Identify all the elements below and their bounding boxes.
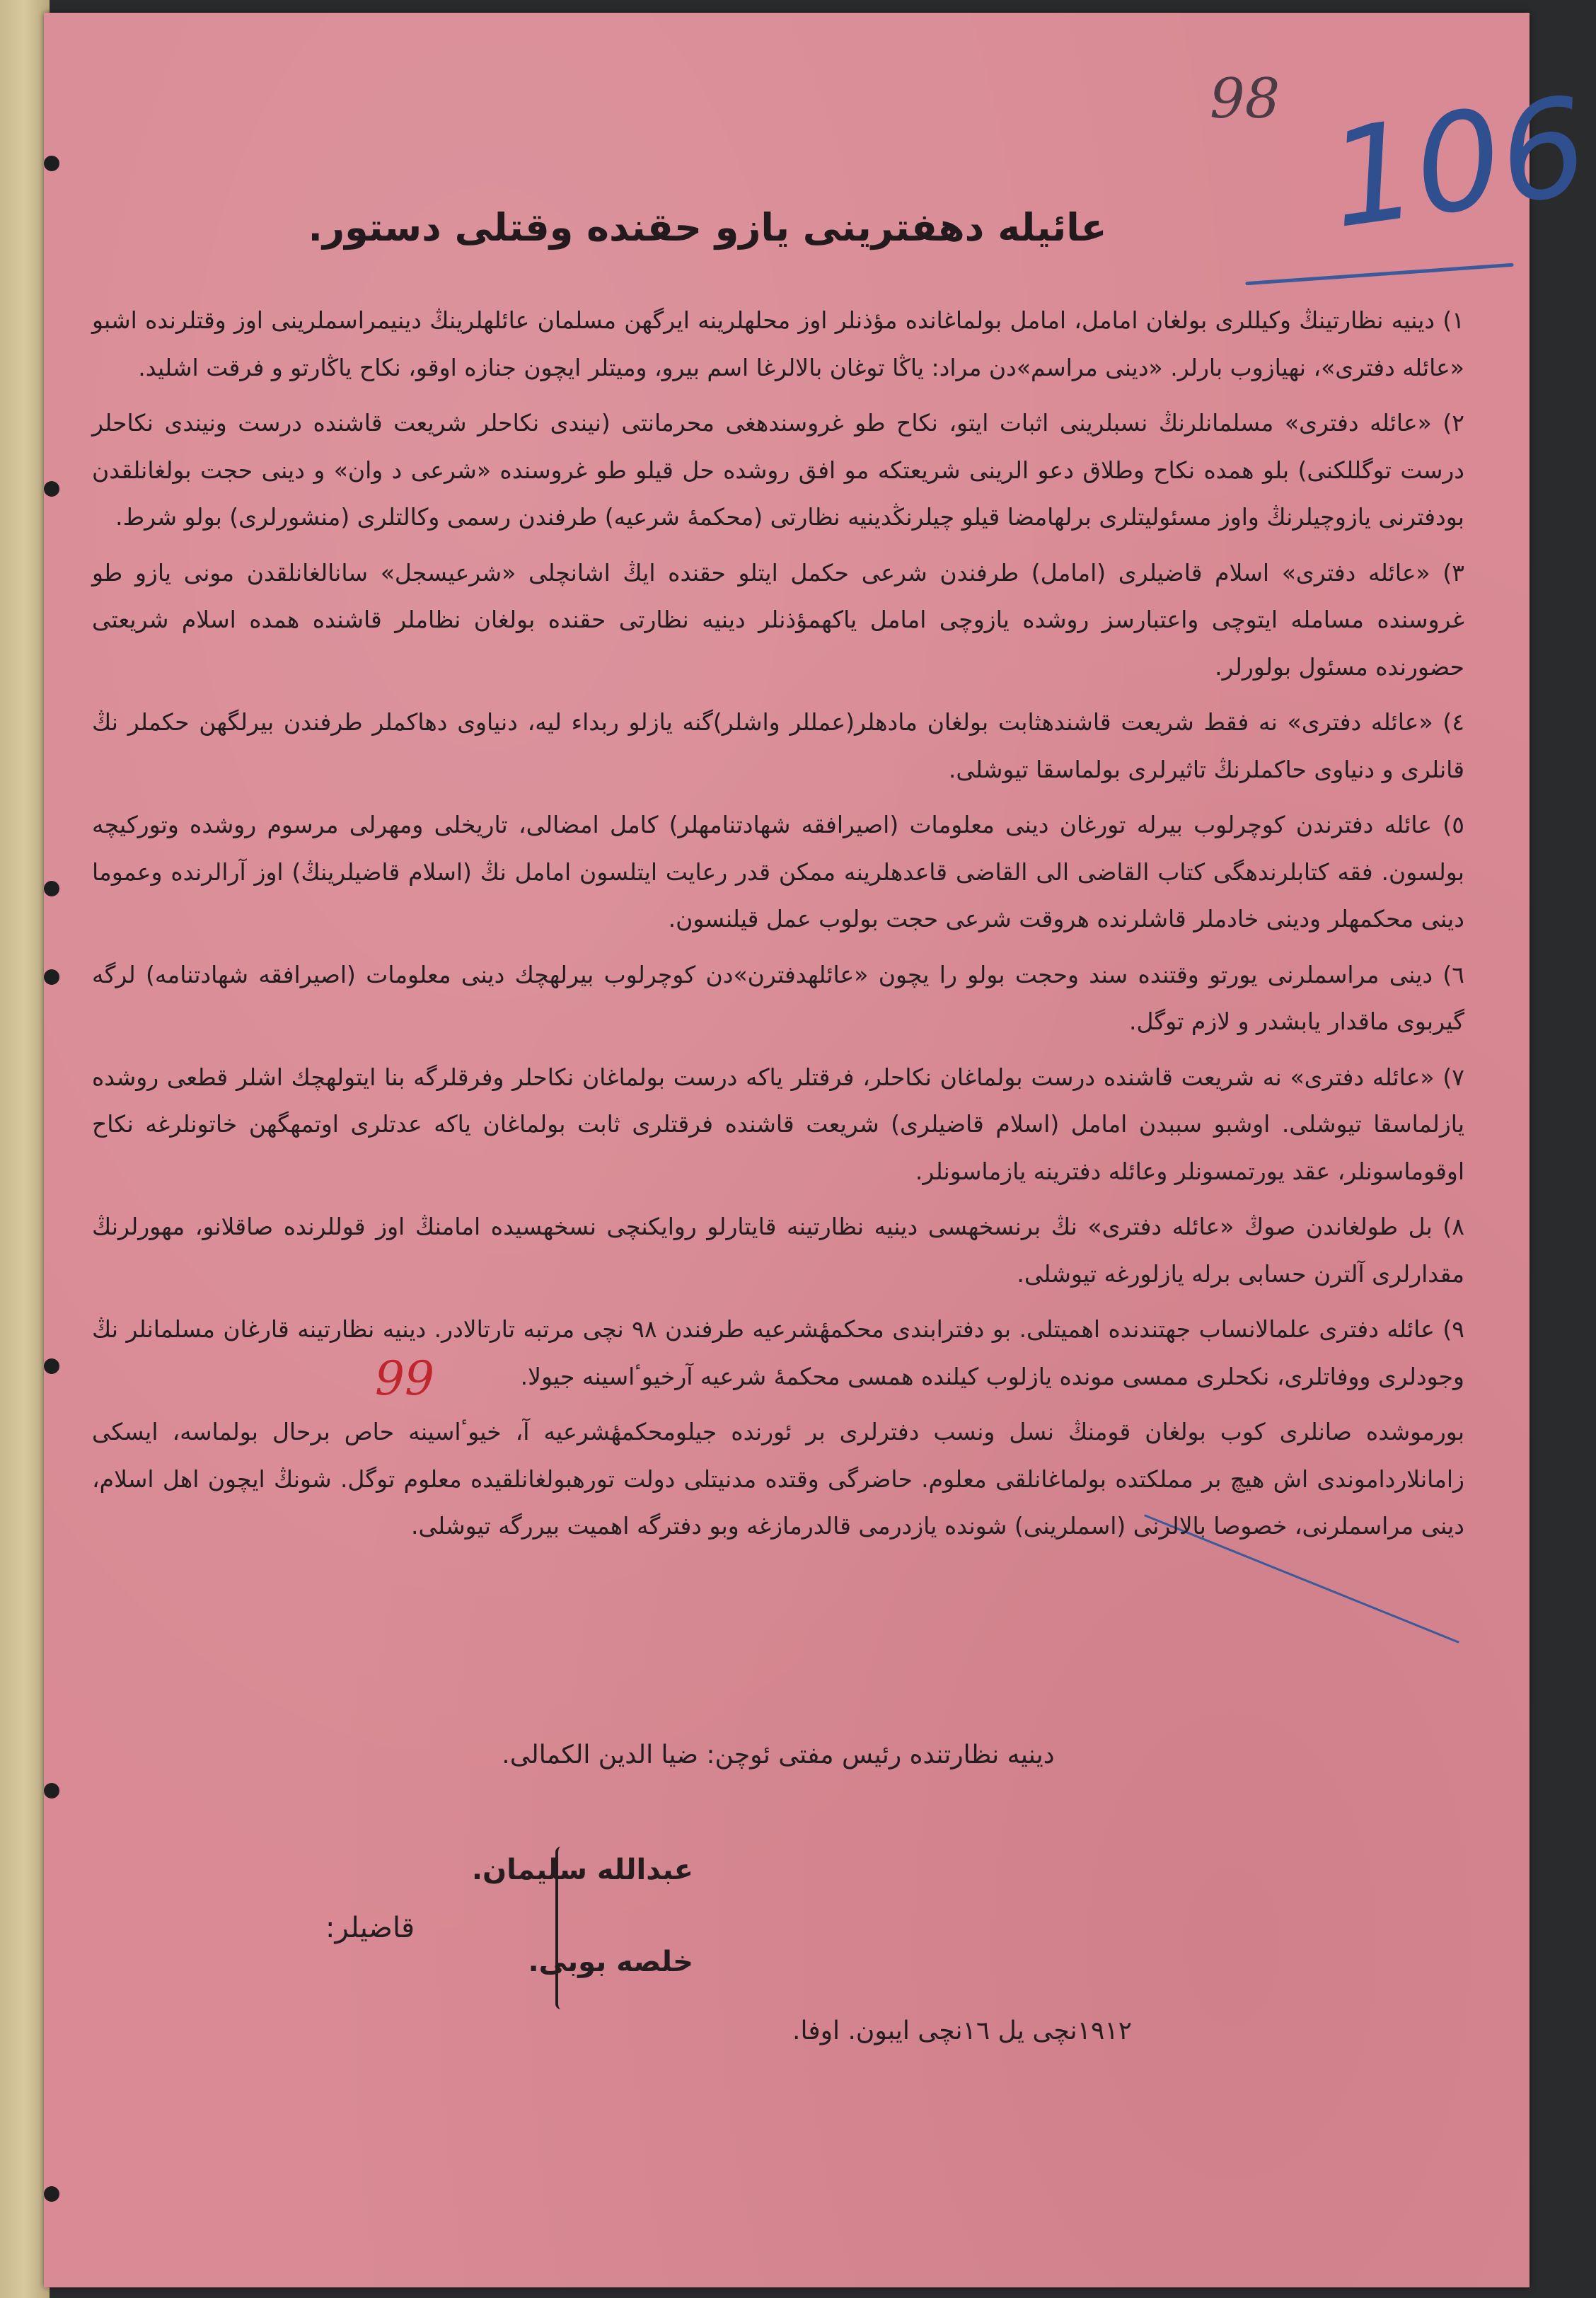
document-body bbox=[92, 297, 1464, 1550]
judge-name: خلصه بوبی. bbox=[528, 1946, 693, 1978]
paragraph-3: ٣) «عائله دفتری» اسلام قاضيلری (امامل) طرفندن شرعی حكمل ايتلو حقنده ايڭ اشانچلی «شرعیسجل» سانالغانلقدن مونی يازو طو غروسنده مسامله ايتوچی واعتبارسز روشده يازوچی امامل ياكهمؤذنلر دينيه نظارتی حقنده بولغان نظاملر قاشنده همده اسلام شريعتی حضورنده مسئول بولورلر. bbox=[92, 558, 1464, 681]
punch-hole bbox=[44, 156, 59, 171]
judge-name: عبدالله سليمان. bbox=[471, 1854, 693, 1886]
punch-hole bbox=[44, 969, 59, 985]
punch-hole bbox=[44, 1358, 59, 1374]
closing-paragraph: بورموشده صانلری كوب بولغان قومنڭ نسل ونسب دفترلری بر ئورنده جيلومحكمهٔشرعيه آ، خيوٴاسينه حاص برحال بولماسه، ايسكی زامانلارداموندی اش هيچ بر مملكتده بولماغانلقی معلوم. حاضرگی وقتده مدنيتلی دولت تورهبولغانلقیده معلوم توگل. شونڭ ايچون اهل اسلام، دينی مراسملرنی، خصوصا بالالرنی (اسملرينی) شونده يازدرمی قالدرمازغه وبو دفترگه اهميت بيررگه تيوشلی. bbox=[92, 1418, 1464, 1540]
brace-bracket bbox=[555, 1847, 568, 2009]
punch-hole bbox=[44, 881, 59, 896]
punch-hole bbox=[44, 1783, 59, 1798]
binder-board-edge bbox=[0, 0, 50, 2298]
judges-block bbox=[325, 1847, 693, 2016]
paragraph-6: ٦) دينی مراسملرنی يورتو وقتنده سند وحجت بولو را يچون «عائلهدفترن»دن كوچرلوب بيرلهچك دينی معلومات (اصيرافقه شهادتنامه) لرگه گيربوی ماقدار يابشدر و لازم توگل. bbox=[92, 960, 1464, 1035]
folio-number-pencil: 98 bbox=[1210, 67, 1280, 131]
paragraph-4: ٤) «عائله دفتری» نه فقط شريعت قاشندهثابت بولغان مادهلر(عمللر واشلر)گنه يازلو ربداء لیه، دنياوی دهاكملر طرفندن بيرلگهن حكملر نڭ قانلری و دنياوی حاكملرنڭ تاثيرلری بولماسقا تيوشلی. bbox=[92, 708, 1464, 783]
paragraph-7: ٧) «عائله دفتری» نه شريعت قاشنده درست بولماغان نكاحلر، فرقتلر ياكه درست بولماغان نكاحلر وفرقلرگه بنا ايتولهچك اشلر قطعی روشده يازلماسقا تيوشلی. اوشبو سببدن امامل (اسلام قاضيلری) شريعت قاشنده فرقتلری ثابت بولماغان ياكه عدتلری اوتمهگهن خاتونلرغه نكاح اوقوماسونلر، عقد يورتمسونلر وعائله دفترينه يازماسونلر. bbox=[92, 1063, 1464, 1185]
paragraph-9: ٩) عائله دفتری علمالانساب جهتندنده اهميتلی. بو دفترابندی محكمهٔشرعيه طرفندن ٩٨ نچی مرتبه تارتالادر. دينيه نظارتينه قارغان مسلمانلر نڭ وجودلری ووفاتلری، نكحلری ممسی مونده يازلوب كيلنده همسی محكمهٔ شرعيه آرخيوٴاسينه جيولا. bbox=[92, 1315, 1464, 1390]
paragraph-1: ١) دينيه نظارتينڭ وكيللری بولغان امامل، امامل بولماغانده مؤذنلر اوز محلهلرينه ايرگهن مسلمان عائلهلرينڭ دينیمراسملرينی اوز وقتلرنده اشبو «عائله دفتری»، نهيازوب بارلر. «دينی مراسم»دن مراد: ياڭا توغان بالالرغا اسم بيرو، وميتلر ايچون جنازه اوقو، نكاح ياڭارتو و فرقت اشليد. bbox=[92, 306, 1464, 381]
folio-number-ink: 106 bbox=[1320, 67, 1596, 259]
date-place-line: ١٩١٢نچی يل ١٦نچی ايبون. اوفا. bbox=[792, 2016, 1132, 2045]
punch-hole bbox=[44, 2186, 59, 2202]
paragraph-2: ٢) «عائله دفتری» مسلمانلرنڭ نسبلرينی اثبات ايتو، نكاح طو غروسندهغی محرمانتی (نيندی نكاحلر شريعت قاشنده درست ونيندی نكاحلر درست توگللكنی) بلو همده نكاح وطلاق دعو الرينی شريعتكه مو افق روشده حل قيلو طو غروسنده «شرعی د وان» و دينی حجت بولغانلقدن بودفترنی يازوچيلرنڭ واوز مسئولیتلری برلهامضا قيلو چيلرنڭدينيه نظارتی (محكمهٔ شرعيه) طرفندن رسمی وكالتلری (منشورلری) بولو شرط. bbox=[92, 409, 1464, 531]
signatory-line: دينيه نظارتنده رئيس مفتی ئوچن: ضيا الدين الكمالی. bbox=[502, 1740, 1055, 1769]
paragraph-8: ٨) بل طولغاندن صوڭ «عائله دفتری» نڭ برنسخهسی دينيه نظارتينه قايتارلو روايكنچی نسخهسیده امامنڭ اوز قوللرنده صاقلانو، مهورلرنڭ مقدارلری آلترن حسابی برله يازلورغه تيوشلی. bbox=[92, 1213, 1464, 1288]
red-correction-number: 99 bbox=[375, 1351, 434, 1406]
judges-label: قاضيلر: bbox=[325, 1912, 415, 1944]
paragraph-5: ٥) عائله دفترندن كوچرلوب بيرله تورغان دينی معلومات (اصيرافقه شهادتنامهلر) كامل امضالی، تاريخلی ومهرلی مرسوم روشده وتوركيچه بولسون. فقه كتابلرندهگی كتاب القاضی الی القاضی قاعدهلرينه ممكن قدر رعايت ايتلسون امامل نڭ (اسلام قاضيلرينڭ) اوز آرالرنده وعموما دينی محكمهلر ودينی خادملر قاشلرنده هروقت شرعی حجت بولوب عمل قيلنسون. bbox=[92, 811, 1464, 933]
punch-hole bbox=[44, 481, 59, 497]
document-title: عائيله دهفترينی يازو حقنده وقتلی دستور. bbox=[308, 205, 1107, 250]
